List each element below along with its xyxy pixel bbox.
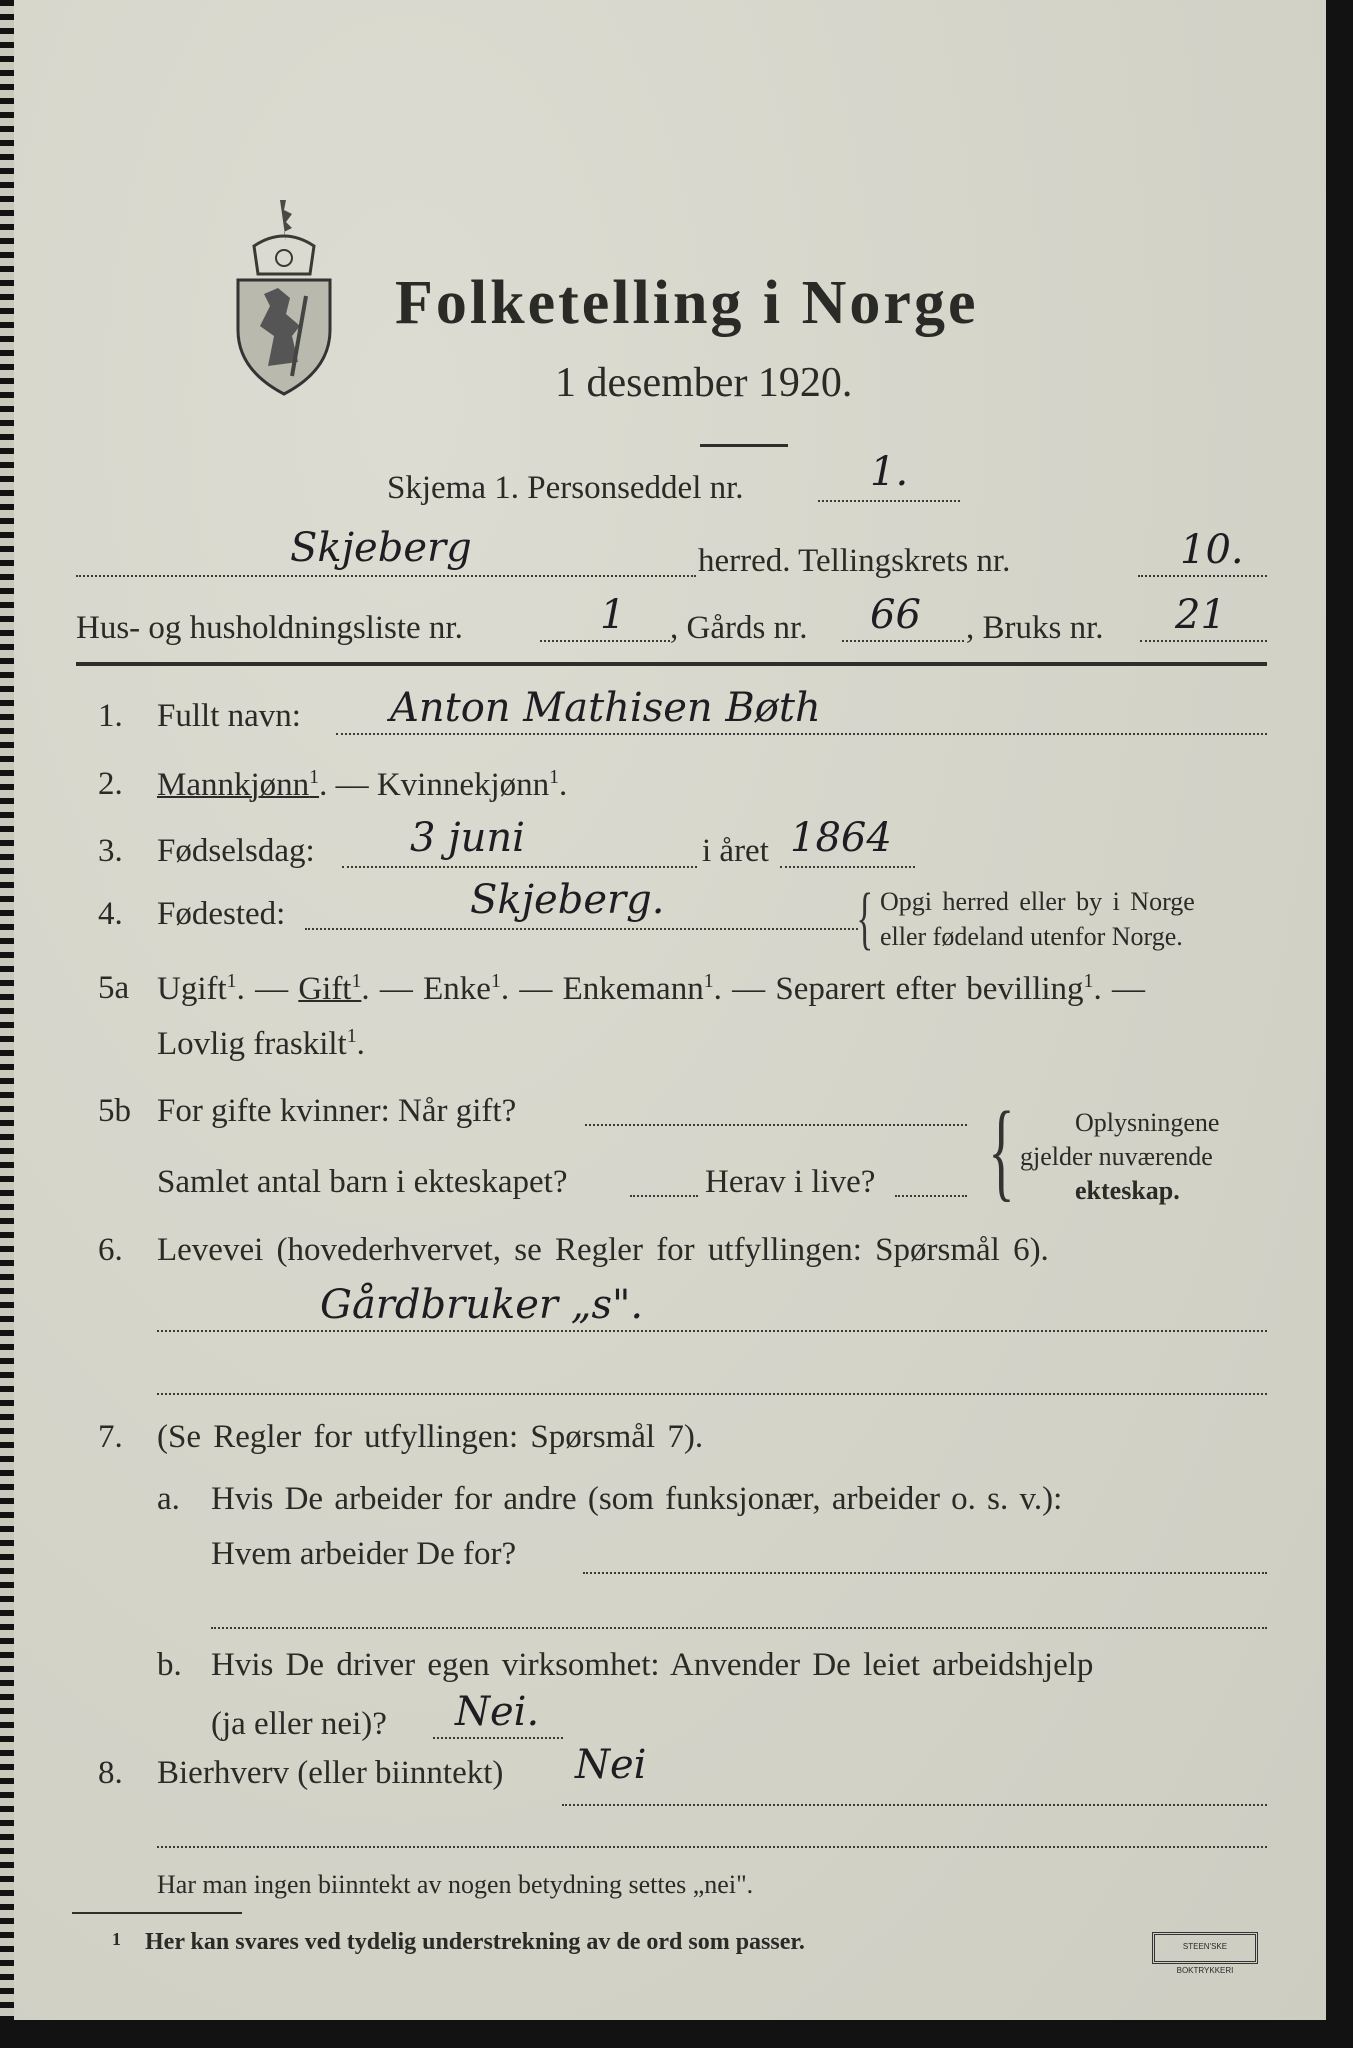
option-lovlig-fraskilt[interactable]: Lovlig fraskilt [157,1026,347,1062]
q5b-note-3: ekteskap. [1075,1176,1180,1205]
side-income-value: Nei [575,1742,647,1788]
q3-number: 3. [98,833,123,869]
gards-nr-field[interactable] [842,640,964,642]
option-male-selected[interactable]: Mannkjønn$^1$ [157,766,320,803]
birth-year-value: 1864 [790,815,892,861]
q7b-letter: b. [157,1647,182,1683]
hus-nr-field[interactable] [540,640,670,642]
q6-number: 6. [98,1232,123,1268]
q2-number: 2. [98,766,123,802]
occupation-field-2[interactable] [157,1393,1267,1395]
separator: . — [1093,971,1145,1007]
q8-label: Bierhverv (eller biinntekt) [157,1755,504,1791]
separator: . — [319,767,377,803]
birthday-value: 3 juni [410,815,525,861]
q5b-note-1: Oplysningene [1075,1108,1220,1137]
q5b-number: 5b [98,1093,131,1129]
occupation-field-1[interactable] [157,1330,1267,1332]
side-income-field-2[interactable] [157,1846,1267,1848]
alive-count-field[interactable] [895,1195,967,1197]
married-date-field[interactable] [585,1124,967,1126]
personseddel-nr-value: 1. [870,449,909,495]
hired-help-value: Nei. [455,1689,540,1735]
q7-label: (Se Regler for utfyllingen: Spørsmål 7). [157,1419,704,1455]
birth-year-field[interactable] [780,866,915,868]
q2-options: Mannkjønn$^1$. — Kvinnekjønn$^1$. [157,766,568,803]
alive-label: Herav i live? [705,1164,876,1200]
q7-number: 7. [98,1419,123,1455]
bruks-label: , Bruks nr. [966,610,1104,646]
q4-label: Fødested: [157,896,286,932]
q4-number: 4. [98,896,123,932]
hus-nr-value: 1 [600,592,626,638]
q7a-text: Hvis De arbeider for andre (som funksjonær, arbeider o. s. v.): [211,1481,1063,1517]
header-divider [76,662,1267,666]
employer-field-2[interactable] [211,1627,1267,1629]
q7a-question: Hvem arbeider De for? [211,1536,517,1572]
full-name-value: Anton Mathisen Bøth [390,685,821,731]
year-label: i året [702,833,769,869]
q5a-options: Ugift$^1$. — Gift$^1$. — Enke$^1$. — Enkemann$^1$. — Separert efter bevilling$^1$. — [157,970,1145,1007]
brace: { [856,880,874,957]
bruks-nr-value: 21 [1175,592,1226,638]
children-count-field[interactable] [630,1195,698,1197]
printer-stamp: STEEN'SKE BOKTRYKKERI [1152,1932,1258,1964]
personseddel-nr-field[interactable] [818,500,960,502]
footnote-mark: 1 [112,1929,121,1949]
herred-field[interactable] [76,575,696,577]
census-date: 1 desember 1920. [555,360,853,406]
q4-note-2: eller fødeland utenfor Norge. [880,922,1183,951]
gards-label: , Gårds nr. [670,610,808,646]
q4-note-1: Opgi herred eller by i Norge [880,887,1195,916]
q7b-text: Hvis De driver egen virksomhet: Anvender De leiet arbeidshjelp [211,1647,1094,1683]
no-income-note: Har man ingen biinntekt av nogen betydning settes „nei". [157,1870,754,1899]
form-title: Folketelling i Norge [395,269,979,337]
perforated-edge [0,0,14,2020]
separator: . — [236,971,299,1007]
q1-number: 1. [98,698,123,734]
employer-field-1[interactable] [583,1572,1267,1574]
title-divider [700,444,788,447]
q7b-question: (ja eller nei)? [211,1706,387,1742]
gards-nr-value: 66 [870,592,921,638]
full-name-field[interactable] [336,733,1267,735]
q3-label: Fødselsdag: [157,833,315,869]
herred-value: Skjeberg [290,525,472,571]
option-separert[interactable]: Separert efter bevilling [775,971,1084,1007]
occupation-value: Gårdbruker „s". [320,1282,644,1328]
q5b-note-2: gjelder nuværende [1020,1142,1213,1171]
tellingskrets-nr-field[interactable] [1138,575,1267,577]
separator: . — [361,971,424,1007]
option-female[interactable]: Kvinnekjønn [376,767,550,803]
q1-label: Fullt navn: [157,698,301,734]
gift-label: Gift [298,971,352,1007]
footnote-divider [72,1912,242,1914]
q5a-number: 5a [98,970,130,1006]
q5b-label: For gifte kvinner: Når gift? [157,1093,517,1129]
birthplace-field[interactable] [305,928,858,930]
option-enke[interactable]: Enke [423,971,491,1007]
separator: . — [713,971,776,1007]
herred-label: herred. Tellingskrets nr. [698,543,1011,579]
separator: . — [500,971,563,1007]
footnote: Her kan svares ved tydelig understrekning av de ord som passer. [145,1929,805,1955]
side-income-field-1[interactable] [562,1804,1267,1806]
birthday-field[interactable] [342,866,697,868]
norwegian-coat-of-arms-icon [228,196,340,396]
bruks-nr-field[interactable] [1140,640,1267,642]
q7a-letter: a. [157,1481,180,1517]
option-gift-selected[interactable]: Gift$^1$ [298,970,362,1007]
tellingskrets-nr-value: 10. [1180,527,1244,573]
male-label: Mannkjønn [157,767,310,803]
children-label: Samlet antal barn i ekteskapet? [157,1164,568,1200]
hus-label: Hus- og husholdningsliste nr. [76,610,463,646]
q6-label: Levevei (hovederhvervet, se Regler for utfyllingen: Spørsmål 6). [157,1232,1049,1268]
q8-number: 8. [98,1755,123,1791]
end-dot: . [559,767,568,803]
hired-help-field[interactable] [433,1737,563,1739]
option-ugift[interactable]: Ugift [157,971,227,1007]
option-enkemann[interactable]: Enkemann [562,971,704,1007]
q5a-options-line2: Lovlig fraskilt$^1$. [157,1025,365,1062]
birthplace-value: Skjeberg. [470,877,665,923]
brace: { [988,1089,1015,1211]
skjema-label: Skjema 1. Personseddel nr. [387,470,744,506]
